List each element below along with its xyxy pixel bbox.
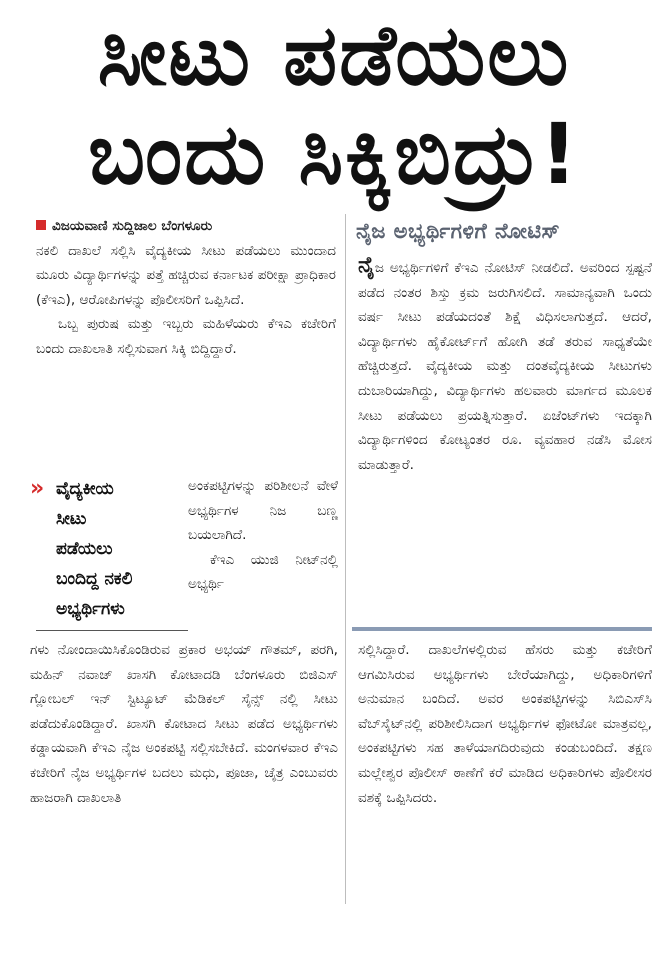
headline — [14, 6, 654, 204]
chevron-right-icon: » — [30, 476, 45, 501]
sidebar-paragraph — [358, 254, 652, 477]
pull-quote-line: ಬಂದಿದ್ದ ನಕಲಿ — [56, 569, 133, 589]
sidebar-box — [358, 254, 652, 477]
red-square-icon — [36, 220, 46, 230]
article-paragraph: ಒಬ್ಬ ಪುರುಷ ಮತ್ತು ಇಬ್ಬರು ಮಹಿಳೆಯರು ಕೆಇಎ ಕಚೇರಿಗೆ ಬಂದು ದಾಖಲಾತಿ ಸಲ್ಲಿಸುವಾಗ ಸಿಕ್ಕಿ ಬಿದ್ದಿದ್ದಾರೆ. — [36, 316, 336, 357]
article-paragraph: ಸಲ್ಲಿಸಿದ್ದಾರೆ. ದಾಖಲೆಗಳಲ್ಲಿರುವ ಹೆಸರು ಮತ್ತು ಕಚೇರಿಗೆ ಆಗಮಿಸಿರುವ ಅಭ್ಯರ್ಥಿಗಳು ಬೇರೆಯಾಗಿದ್ದು, ಅಧಿಕಾರಿಗಳಿಗೆ ಅನುಮಾನ ಬಂದಿದೆ. ಅವರ ಅಂಕಪಟ್ಟಿಗಳನ್ನು ಸಿಬಿಎಸ್‌ಸಿ ವೆಬ್‌ಸೈಟ್‌ನಲ್ಲಿ ಪರಿಶೀಲಿಸಿದಾಗ ಅಭ್ಯರ್ಥಿಗಳ ಫೋಟೋ ಮಾತ್ರವಲ್ಲ, ಅಂಕಪಟ್ಟಿಗಳು ಸಹ ತಾಳೆಯಾಗದಿರುವುದು ಕಂಡುಬಂದಿದೆ. ತಕ್ಷಣ ಮಲ್ಲೇಶ್ವರ ಪೊಲೀಸ್ ಠಾಣೆಗೆ ಕರೆ ಮಾಡಿದ ಅಧಿಕಾರಿಗಳು ಪೊಲೀಸರ ವಶಕ್ಕೆ ಒಪ್ಪಿಸಿದರು. — [358, 642, 652, 806]
pull-quote-line: ಅಭ್ಯರ್ಥಿಗಳು — [56, 599, 125, 619]
headline-line-1: ಸೀಟು ಪಡೆಯಲು — [97, 6, 571, 104]
left-column-middle — [188, 474, 338, 597]
left-column-bottom — [30, 638, 338, 810]
article-paragraph: ನಕಲಿ ದಾಖಲೆ ಸಲ್ಲಿಸಿ ವೈದ್ಯಕೀಯ ಸೀಟು ಪಡೆಯಲು ಮುಂದಾದ ಮೂರು ವಿದ್ಯಾರ್ಥಿಗಳನ್ನು ಪತ್ತೆ ಹಚ್ಚಿರುವ ಕರ್ನಾಟಕ ಪರೀಕ್ಷಾ ಪ್ರಾಧಿಕಾರ (ಕೆಇಎ), ಆರೋಪಿಗಳನ್ನು ಪೊಲೀಸರಿಗೆ ಒಪ್ಪಿಸಿದೆ. — [36, 242, 336, 308]
pull-quote-line: ವೈದ್ಯಕೀಯ — [56, 479, 114, 499]
pull-quote — [30, 474, 182, 630]
divider — [36, 630, 188, 631]
article-paragraph: ಅಂಕಪಟ್ಟಿಗಳನ್ನು ಪರಿಶೀಲನೆ ವೇಳೆ ಅಭ್ಯರ್ಥಿಗಳ ನಿಜ ಬಣ್ಣ ಬಯಲಾಗಿದೆ. — [188, 478, 338, 544]
article-paragraph: ಗಳು ನೋಂದಾಯಿಸಿಕೊಂಡಿರುವ ಪ್ರಕಾರ ಅಭಯ್ ಗೌತಮ್, ಪರಗಿ, ಮಹಿನ್ ನವಾಜ್ ಖಾಸಗಿ ಕೋಟಾದಡಿ ಬೆಂಗಳೂರು ಬಿಜಿಎಸ್ ಗ್ಲೋಬಲ್ ಇನ್ ಸ್ಟಿಟ್ಯೂಟ್ ಮೆಡಿಕಲ್ ಸೈನ್ಸ್ ನಲ್ಲಿ ಸೀಟು ಪಡೆದುಕೊಂಡಿದ್ದಾರೆ. ಖಾಸಗಿ ಕೋಟಾದ ಸೀಟು ಪಡೆದ ಅಭ್ಯರ್ಥಿಗಳು ಕಡ್ಡಾಯವಾಗಿ ಕೆಇಎ ನೈಜ ಅಂಕಪಟ್ಟಿ ಸಲ್ಲಿಸಬೇಕಿದೆ. ಮಂಗಳವಾರ ಕೆಇಎ ಕಚೇರಿಗೆ ನೈಜ ಅಭ್ಯರ್ಥಿಗಳ ಬದಲು ಮಧು, ಪೂಜಾ, ಚೈತ್ರ ಎಂಬುವರು ಹಾಜರಾಗಿ ದಾಖಲಾತಿ — [30, 642, 338, 806]
left-column-top — [36, 214, 336, 362]
pull-quote-line: ಸೀಟು — [56, 509, 87, 529]
column-divider — [345, 214, 346, 904]
sidebar-body: ಜ ಅಭ್ಯರ್ಥಿಗಳಿಗೆ ಕೆಇಎ ನೋಟಿಸ್ ನೀಡಲಿದೆ. ಅವರಿಂದ ಸ್ಪಷ್ಟನೆ ಪಡೆದ ನಂತರ ಶಿಸ್ತು ಕ್ರಮ ಜರುಗಿಸಲಿದೆ. ಸಾಮಾನ್ಯವಾಗಿ ಒಂದು ವರ್ಷ ಸೀಟು ಪಡೆಯದಂತೆ ಶಿಕ್ಷೆ ವಿಧಿಸಲಾಗುತ್ತದೆ. ಆದರೆ, ವಿದ್ಯಾರ್ಥಿಗಳು ಹೈಕೋರ್ಟ್‌ಗೆ ಹೋಗಿ ತಡೆ ತರುವ ಸಾಧ್ಯತೆಯೇ ಹೆಚ್ಚಿರುತ್ತದೆ. ವೈದ್ಯಕೀಯ ಮತ್ತು ದಂತವೈದ್ಯಕೀಯ ಸೀಟುಗಳು ದುಬಾರಿಯಾಗಿದ್ದು, ವಿದ್ಯಾರ್ಥಿಗಳು ಹಲವಾರು ಮಾರ್ಗದ ಮೂಲಕ ಸೀಟು ಪಡೆಯಲು ಪ್ರಯತ್ನಿಸುತ್ತಾರೆ. ಏಜೆಂಟ್‌ಗಳು ಇದಕ್ಕಾಗಿ ವಿದ್ಯಾರ್ಥಿಗಳಿಂದ ಕೋಟ್ಯಂತರ ರೂ. ವ್ಯವಹಾರ ನಡೆಸಿ ಮೋಸ ಮಾಡುತ್ತಾರೆ. — [358, 260, 652, 473]
sidebar-heading: ನೈಜ ಅಭ್ಯರ್ಥಿಗಳಿಗೆ ನೋಟಿಸ್ — [356, 219, 561, 243]
byline-text: ವಿಜಯವಾಣಿ ಸುದ್ದಿಜಾಲ ಬೆಂಗಳೂರು — [52, 218, 213, 234]
sidebar-divider — [352, 627, 652, 631]
headline-line-2: ಬಂದು ಸಿಕ್ಕಿಬಿದ್ರು! — [88, 105, 580, 203]
right-column-bottom — [358, 638, 652, 810]
pull-quote-line: ಪಡೆಯಲು — [56, 539, 113, 559]
pull-quote-text — [56, 474, 186, 624]
byline — [36, 214, 336, 239]
article-paragraph: ಕೆಇಎ ಯುಜಿ ನೀಟ್‌ನಲ್ಲಿ ಅಭ್ಯರ್ಥಿ — [188, 551, 338, 593]
drop-cap: ನೈ — [358, 253, 375, 278]
